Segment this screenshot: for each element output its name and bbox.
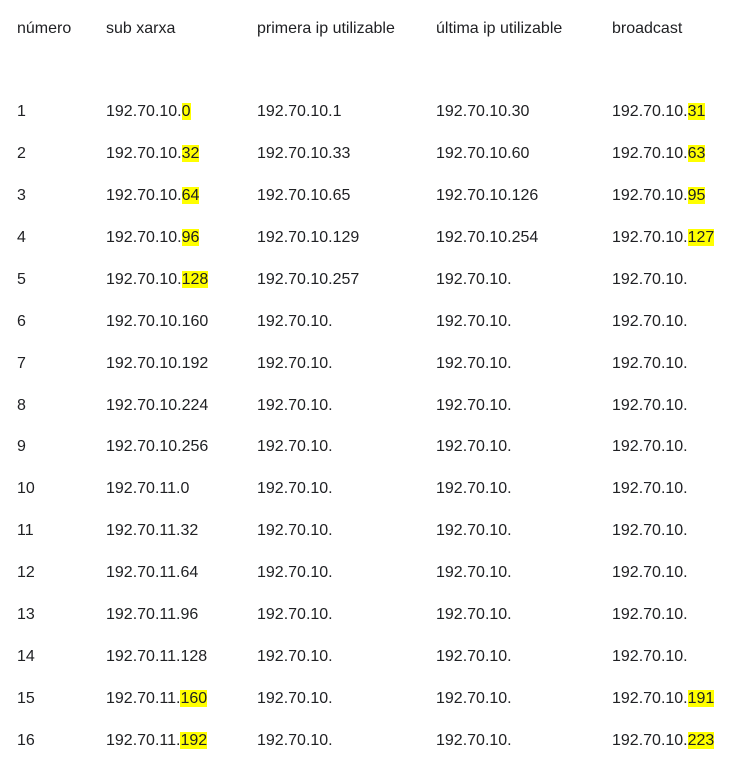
cell-ultima-ip: 192.70.10.60 [436, 144, 530, 162]
cell-ultima-ip: 192.70.10. [436, 396, 512, 414]
highlighted-octet: 63 [687, 144, 706, 162]
cell-numero: 2 [17, 144, 26, 162]
highlighted-octet: 32 [181, 144, 200, 162]
table-row [17, 604, 747, 626]
cell-numero: 7 [17, 354, 26, 372]
cell-numero: 1 [17, 103, 26, 120]
table-row [17, 185, 747, 207]
table-row [17, 646, 747, 668]
highlighted-octet: 127 [687, 228, 715, 246]
cell-broadcast: 192.70.10. [612, 438, 688, 456]
cell-ultima-ip: 192.70.10. [436, 270, 512, 288]
cell-broadcast [612, 185, 705, 207]
address-prefix: 192.70.10. [612, 690, 688, 707]
highlighted-octet: 223 [687, 732, 715, 749]
cell-numero: 16 [17, 732, 35, 749]
table-row [17, 101, 747, 123]
cell-primera-ip: 192.70.10. [257, 480, 333, 498]
cell-numero: 3 [17, 186, 26, 204]
header-sub-xarxa: sub xarxa [106, 20, 176, 37]
table-row [17, 143, 747, 165]
cell-sub-xarxa: 192.70.10.160 [106, 312, 209, 330]
address-prefix: 192.70.10. [612, 144, 688, 162]
cell-ultima-ip: 192.70.10. [436, 690, 512, 707]
address-prefix: 192.70.10. [106, 228, 182, 246]
cell-numero: 10 [17, 480, 35, 498]
address-prefix: 192.70.11. [106, 732, 181, 749]
cell-broadcast: 192.70.10. [612, 522, 688, 540]
highlighted-octet: 192 [180, 732, 208, 749]
cell-primera-ip: 192.70.10.129 [257, 228, 360, 246]
cell-numero: 5 [17, 270, 26, 288]
highlighted-octet: 0 [181, 103, 191, 120]
cell-broadcast [612, 227, 714, 249]
address-prefix: 192.70.10. [106, 270, 182, 288]
cell-primera-ip: 192.70.10.65 [257, 186, 351, 204]
cell-ultima-ip: 192.70.10. [436, 606, 512, 624]
cell-ultima-ip: 192.70.10. [436, 732, 512, 749]
table-row [17, 436, 747, 458]
table-row [17, 478, 747, 500]
header-broadcast: broadcast [612, 20, 683, 37]
table-row [17, 395, 747, 417]
highlighted-octet: 64 [181, 186, 200, 204]
table-row [17, 269, 747, 291]
cell-sub-xarxa [106, 101, 191, 123]
highlighted-octet: 31 [687, 103, 706, 120]
cell-broadcast: 192.70.10. [612, 648, 688, 666]
address-prefix: 192.70.10. [612, 186, 688, 204]
table-row [17, 730, 747, 752]
cell-broadcast [612, 688, 714, 710]
cell-primera-ip: 192.70.10.1 [257, 103, 342, 120]
cell-primera-ip: 192.70.10. [257, 606, 333, 624]
header-numero: número [17, 20, 72, 37]
cell-ultima-ip: 192.70.10. [436, 648, 512, 666]
cell-numero: 4 [17, 228, 26, 246]
cell-sub-xarxa [106, 143, 199, 165]
cell-ultima-ip: 192.70.10. [436, 480, 512, 498]
cell-ultima-ip: 192.70.10. [436, 522, 512, 540]
highlighted-octet: 95 [687, 186, 706, 204]
cell-primera-ip: 192.70.10. [257, 354, 333, 372]
cell-broadcast: 192.70.10. [612, 480, 688, 498]
cell-broadcast: 192.70.10. [612, 606, 688, 624]
cell-broadcast [612, 730, 714, 752]
header-primera-ip: primera ip utilizable [257, 20, 395, 37]
cell-sub-xarxa: 192.70.11.96 [106, 606, 199, 624]
table-row [17, 311, 747, 333]
cell-sub-xarxa [106, 227, 199, 249]
cell-primera-ip: 192.70.10. [257, 396, 333, 414]
cell-primera-ip: 192.70.10.33 [257, 144, 351, 162]
address-prefix: 192.70.10. [106, 186, 182, 204]
highlighted-octet: 160 [180, 690, 208, 707]
cell-numero: 8 [17, 396, 26, 414]
table-row [17, 688, 747, 710]
cell-sub-xarxa: 192.70.10.256 [106, 438, 209, 456]
table-row [17, 353, 747, 375]
cell-numero: 12 [17, 564, 35, 582]
cell-sub-xarxa [106, 688, 207, 710]
cell-broadcast [612, 101, 705, 123]
cell-broadcast: 192.70.10. [612, 396, 688, 414]
table-row [17, 520, 747, 542]
cell-sub-xarxa: 192.70.10.192 [106, 354, 209, 372]
table-row [17, 562, 747, 584]
cell-broadcast: 192.70.10. [612, 270, 688, 288]
cell-broadcast: 192.70.10. [612, 354, 688, 372]
cell-broadcast: 192.70.10. [612, 312, 688, 330]
address-prefix: 192.70.10. [612, 103, 688, 120]
address-prefix: 192.70.10. [106, 103, 182, 120]
cell-primera-ip: 192.70.10. [257, 312, 333, 330]
cell-sub-xarxa: 192.70.11.64 [106, 564, 199, 582]
cell-sub-xarxa: 192.70.11.128 [106, 648, 208, 666]
cell-primera-ip: 192.70.10. [257, 522, 333, 540]
cell-numero: 15 [17, 690, 35, 707]
cell-sub-xarxa: 192.70.11.0 [106, 480, 190, 498]
cell-primera-ip: 192.70.10. [257, 438, 333, 456]
header-row [17, 18, 747, 40]
cell-ultima-ip: 192.70.10. [436, 312, 512, 330]
cell-numero: 9 [17, 438, 26, 456]
cell-ultima-ip: 192.70.10.126 [436, 186, 539, 204]
highlighted-octet: 128 [181, 270, 209, 288]
table-row [17, 227, 747, 249]
cell-numero: 6 [17, 312, 26, 330]
cell-sub-xarxa [106, 730, 207, 752]
address-prefix: 192.70.11. [106, 690, 181, 707]
cell-ultima-ip: 192.70.10.254 [436, 228, 539, 246]
cell-numero: 14 [17, 648, 35, 666]
cell-ultima-ip: 192.70.10. [436, 564, 512, 582]
cell-broadcast: 192.70.10. [612, 564, 688, 582]
cell-primera-ip: 192.70.10.257 [257, 270, 360, 288]
cell-primera-ip: 192.70.10. [257, 648, 333, 666]
cell-ultima-ip: 192.70.10.30 [436, 103, 530, 120]
cell-ultima-ip: 192.70.10. [436, 354, 512, 372]
cell-sub-xarxa: 192.70.10.224 [106, 396, 209, 414]
cell-primera-ip: 192.70.10. [257, 690, 333, 707]
cell-primera-ip: 192.70.10. [257, 732, 333, 749]
highlighted-octet: 191 [687, 690, 715, 707]
cell-broadcast [612, 143, 705, 165]
cell-numero: 13 [17, 606, 35, 624]
cell-numero: 11 [17, 522, 34, 540]
address-prefix: 192.70.10. [612, 732, 688, 749]
address-prefix: 192.70.10. [106, 144, 182, 162]
cell-sub-xarxa [106, 185, 199, 207]
cell-sub-xarxa [106, 269, 208, 291]
highlighted-octet: 96 [181, 228, 200, 246]
cell-sub-xarxa: 192.70.11.32 [106, 522, 199, 540]
cell-ultima-ip: 192.70.10. [436, 438, 512, 456]
cell-primera-ip: 192.70.10. [257, 564, 333, 582]
header-ultima-ip: última ip utilizable [436, 20, 563, 37]
address-prefix: 192.70.10. [612, 228, 688, 246]
